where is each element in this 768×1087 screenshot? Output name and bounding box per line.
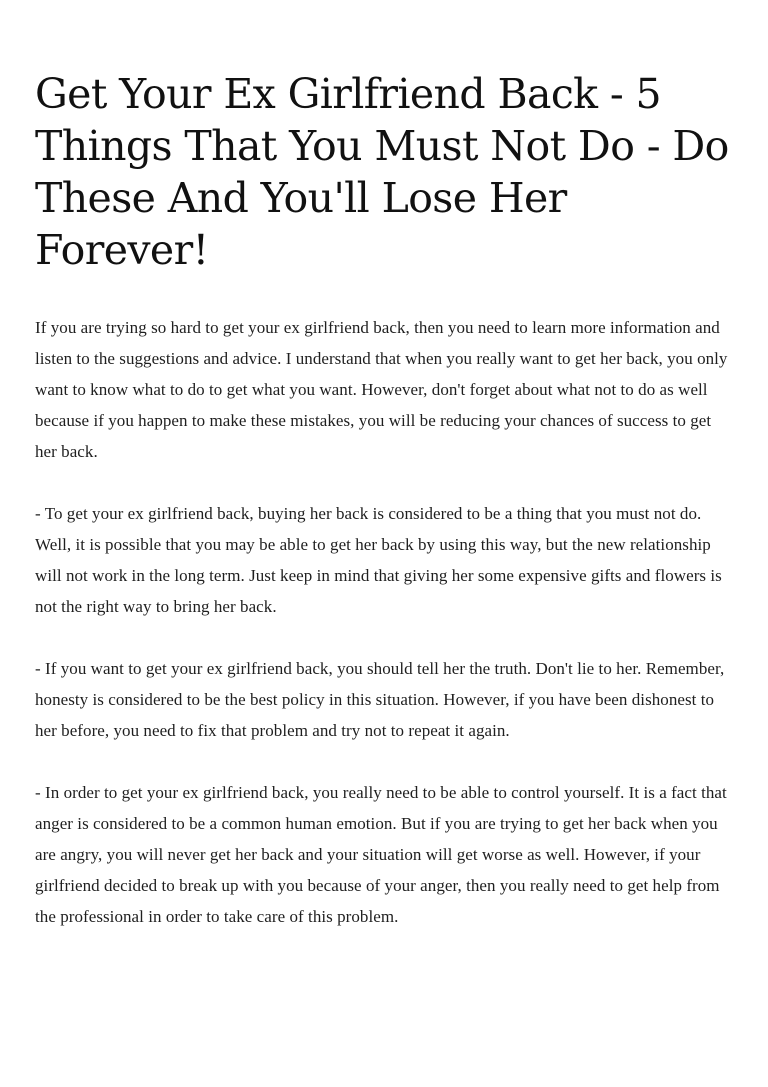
paragraph-tip-buying: - To get your ex girlfriend back, buying her back is considered to be a thing that you must not do. Well, it is possible that you may be able to get her back by using this way, but the new relationship will not work in the long term. Just keep in mind that giving her some expensive gifts and flowers is not the right way to bring her back. <box>35 504 722 616</box>
document-body <box>35 312 734 932</box>
paragraph-tip-honesty: - If you want to get your ex girlfriend back, you should tell her the truth. Don't lie to her. Remember, honesty is considered to be the best policy in this situation. However, if you have been dishonest to her before, you need to fix that problem and try not to repeat it again. <box>35 659 725 740</box>
document-title: Get Your Ex Girlfriend Back - 5 Things That You Must Not Do - Do These And You'll Lose Her Forever! <box>35 70 729 274</box>
paragraph-intro: If you are trying so hard to get your ex girlfriend back, then you need to learn more information and listen to the suggestions and advice. I understand that when you really want to get her back, you only want to know what to do to get what you want. However, don't forget about what not to do as well because if you happen to make these mistakes, you will be reducing your chances of success to get her back. <box>35 318 728 461</box>
paragraph-tip-anger: - In order to get your ex girlfriend back, you really need to be able to control yourself. It is a fact that anger is considered to be a common human emotion. But if you are trying to get her back when you are angry, you will never get her back and your situation will get worse as well. However, if your girlfriend decided to break up with you because of your anger, then you really need to get help from the professional in order to take care of this problem. <box>35 783 727 926</box>
